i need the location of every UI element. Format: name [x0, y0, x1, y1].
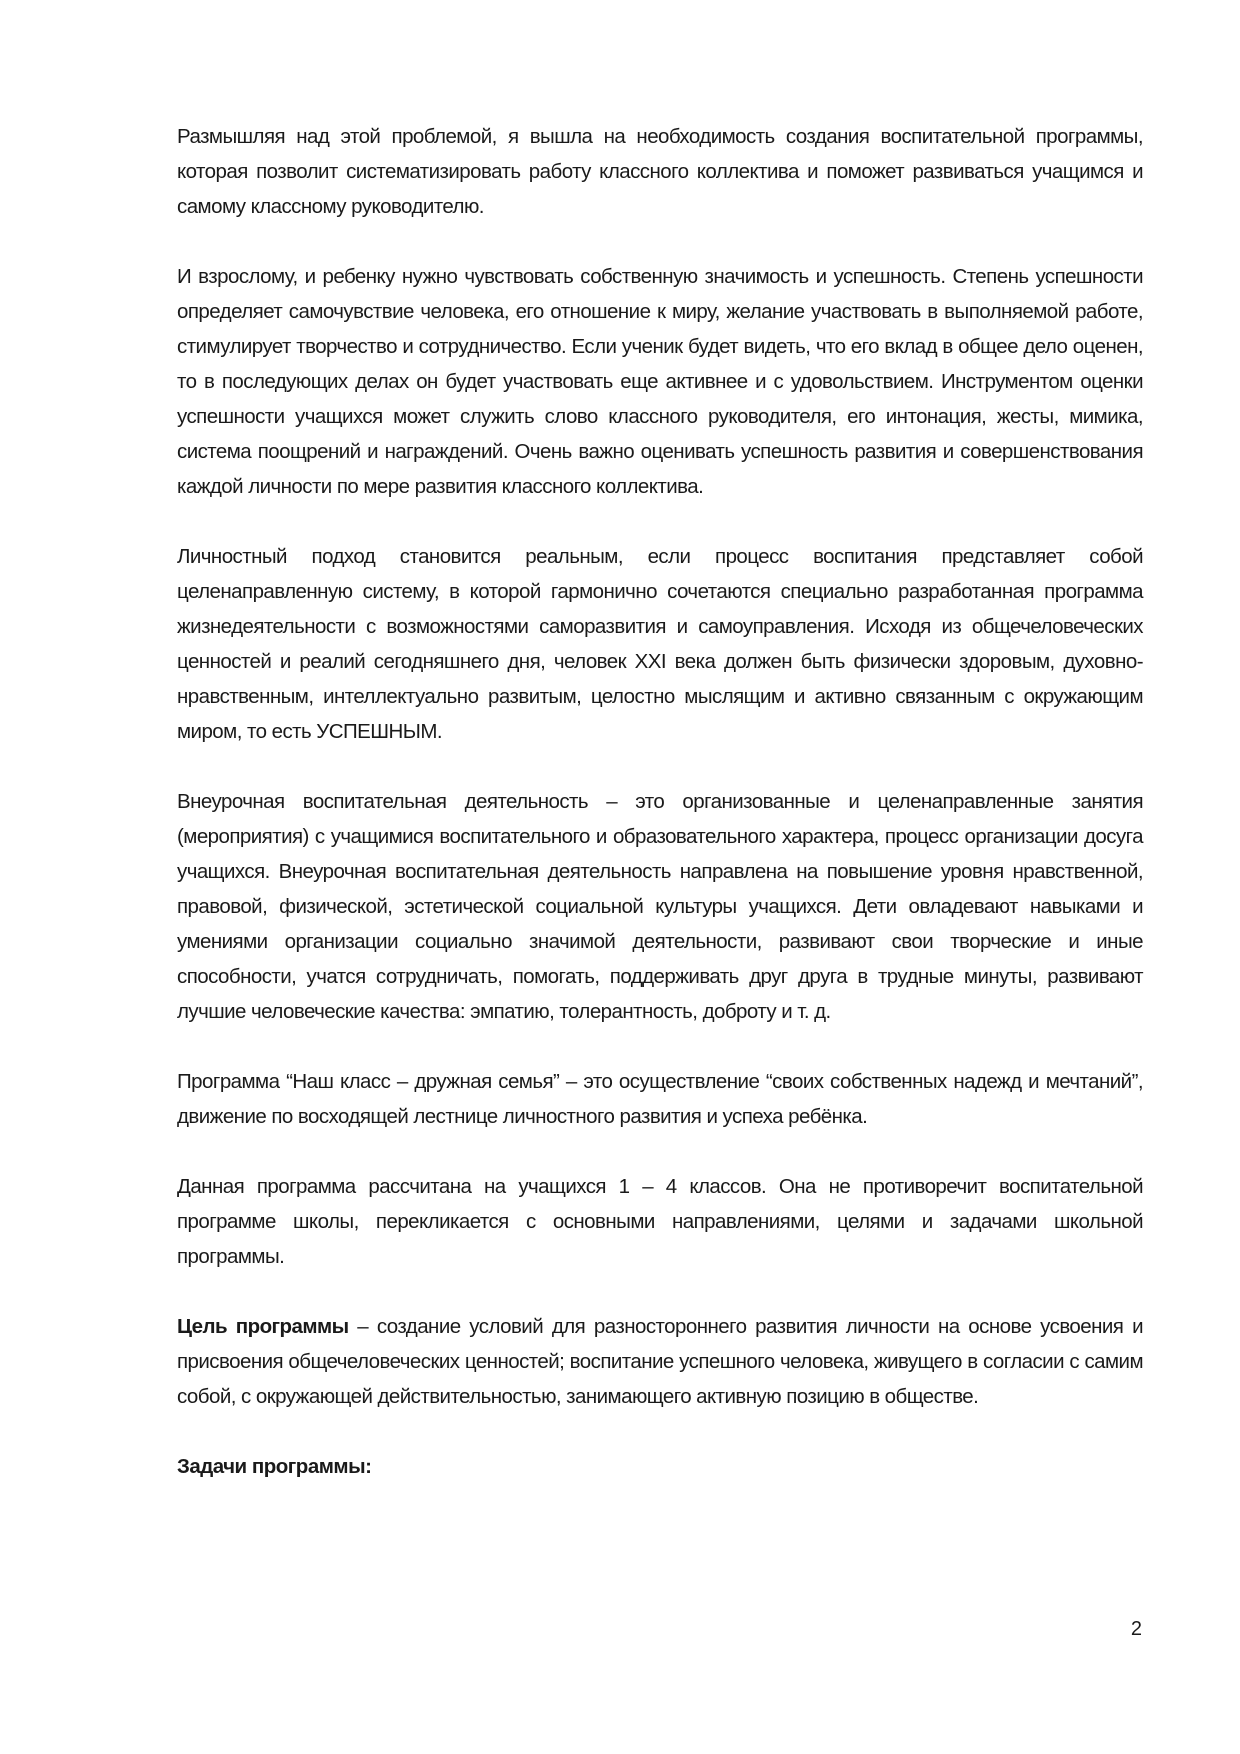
paragraph-personal-approach: Личностный подход становится реальным, если процесс воспитания представляет собой целенаправленную систему, в которой гармонично сочетаются специально разработанная программа жизнедеятельности с возможностями саморазвития и самоуправления. Исходя из общечеловеческих ценностей и реалий сегодняшнего дня, человек XXI века должен быть физически здоровым, духовно-нравственным, интеллектуально развитым, целостно мыслящим и активно связанным с окружающим миром, то есть УСПЕШНЫМ. — [177, 545, 1143, 743]
paragraph-target-audience: Данная программа рассчитана на учащихся 1 – 4 классов. Она не противоречит воспитательной программе школы, перекликается с основными направлениями, целями и задачами школьной программы. — [177, 1175, 1143, 1268]
page-number: 2 — [1130, 1618, 1142, 1640]
page-content — [177, 119, 1143, 1484]
paragraph-program-description: Программа “Наш класс – дружная семья” – это осуществление “своих собственных надежд и мечтаний”, движение по восходящей лестнице личностного развития и успеха ребёнка. — [177, 1070, 1143, 1128]
paragraph-success-significance: И взрослому, и ребенку нужно чувствовать собственную значимость и успешность. Степень успешности определяет самочувствие человека, его отношение к миру, желание участвовать в выполняемой работе, стимулирует творчество и сотрудничество. Если ученик будет видеть, что его вклад в общее дело оценен, то в последующих делах он будет участвовать еще активнее и с удовольствием. Инструментом оценки успешности учащихся может служить слово классного руководителя, его интонация, жесты, мимика, система поощрений и награждений. Очень важно оценивать успешность развития и совершенствования каждой личности по мере развития классного коллектива. — [177, 265, 1143, 498]
goal-text: – создание условий для разностороннего развития личности на основе усвоения и присвоения общечеловеческих ценностей; воспитание успешного человека, живущего в согласии с самим собой, с окружающей действительностью, занимающего активную позицию в обществе. — [177, 1315, 1143, 1408]
paragraph-reflection: Размышляя над этой проблемой, я вышла на необходимость создания воспитательной программы, которая позволит систематизировать работу классного коллектива и поможет развиваться учащимся и самому классному руководителю. — [177, 125, 1143, 218]
goal-label: Цель программы — [177, 1315, 349, 1338]
paragraph-program-goal — [177, 1309, 1143, 1414]
tasks-heading: Задачи программы: — [177, 1455, 372, 1478]
paragraph-extracurricular-activity: Внеурочная воспитательная деятельность – это организованные и целенаправленные занятия (мероприятия) с учащимися воспитательного и образовательного характера, процесс организации досуга учащихся. Внеурочная воспитательная деятельность направлена на повышение уровня нравственной, правовой, физической, эстетической социальной культуры учащихся. Дети овладевают навыками и умениями организации социально значимой деятельности, развивают свои творческие и иные способности, учатся сотрудничать, помогать, поддерживать друг друга в трудные минуты, развивают лучшие человеческие качества: эмпатию, толерантность, доброту и т. д. — [177, 790, 1143, 1023]
